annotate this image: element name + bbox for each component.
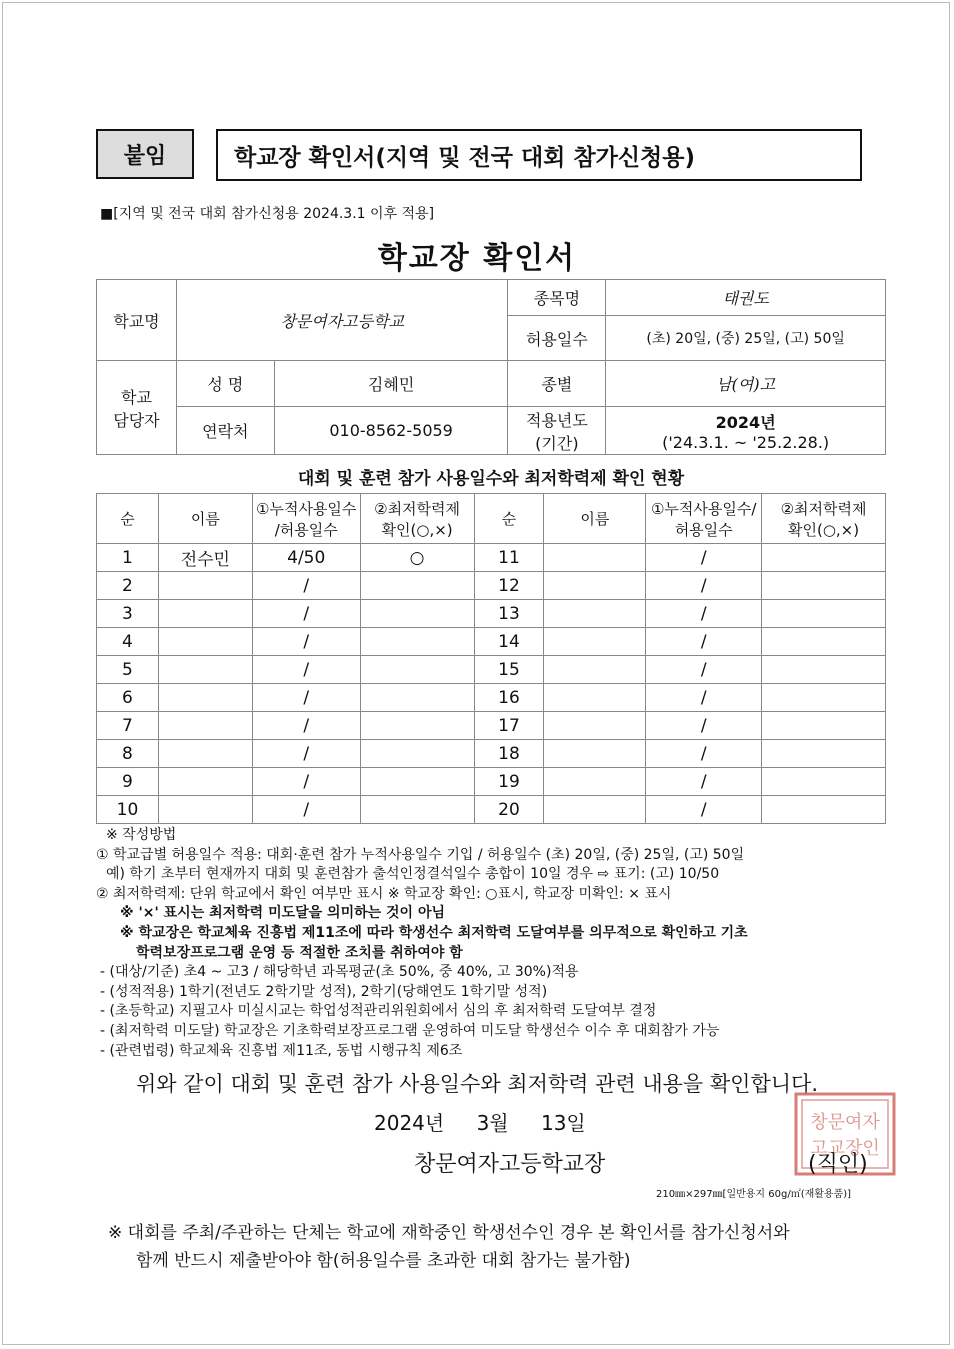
row-no-right: 15 — [474, 656, 544, 684]
row-name — [158, 572, 252, 600]
row-no-right: 13 — [474, 600, 544, 628]
header-days-right-line1: ①누적사용일수/ — [650, 499, 757, 518]
row-acad-right — [762, 628, 886, 656]
gender-label: 종별 — [508, 361, 606, 407]
table-row — [97, 572, 886, 600]
sport-value: 태권도 — [606, 280, 886, 316]
row-days-right: / — [646, 768, 762, 796]
apply-note: ■[지역 및 전국 대회 참가신청용 2024.3.1 이후 적용] — [100, 206, 435, 222]
row-days-right: / — [646, 684, 762, 712]
usage-table — [96, 493, 886, 824]
row-acad-right — [762, 656, 886, 684]
note-line: - (성적적용) 1학기(전년도 2학기말 성적), 2학기(당해연도 1학기말 성적) — [100, 983, 548, 1000]
row-no: 5 — [97, 656, 159, 684]
manager-label-line1: 학교 — [120, 387, 152, 407]
row-no-right: 14 — [474, 628, 544, 656]
info-table — [96, 279, 886, 455]
header-days-right — [646, 494, 762, 544]
name-label: 성 명 — [176, 361, 274, 407]
row-no-right: 11 — [474, 544, 544, 572]
year-value-line: 2024년 — [715, 412, 776, 432]
table-row — [97, 740, 886, 768]
row-days-right: / — [646, 600, 762, 628]
sport-label: 종목명 — [508, 280, 606, 316]
table-row — [97, 768, 886, 796]
row-name — [158, 796, 252, 824]
header-name: 이름 — [158, 494, 252, 544]
allow-label: 허용일수 — [508, 316, 606, 361]
row-days-right: / — [646, 628, 762, 656]
allow-value: (초) 20일, (중) 25일, (고) 50일 — [606, 316, 886, 361]
row-no-right: 19 — [474, 768, 544, 796]
row-name — [158, 768, 252, 796]
table-row — [97, 656, 886, 684]
header-acad-right-line2: 확인(○,×) — [787, 520, 860, 539]
header-days-line2: /허용일수 — [274, 520, 338, 539]
table-row — [97, 628, 886, 656]
row-no: 4 — [97, 628, 159, 656]
table-row — [97, 600, 886, 628]
issue-date: 2024년 3월 13일 — [374, 1111, 586, 1135]
row-acad-right — [762, 796, 886, 824]
header-acad-line1: ②최저학력제 — [374, 499, 461, 518]
row-name — [158, 712, 252, 740]
header-no-right: 순 — [474, 494, 544, 544]
row-name — [158, 600, 252, 628]
attachment-tag: 붙임 — [96, 129, 194, 179]
school-label: 학교명 — [97, 280, 177, 361]
manager-label-line2: 담당자 — [113, 410, 160, 430]
row-no: 1 — [97, 544, 159, 572]
year-label-line2: (기간) — [535, 433, 579, 453]
contact-value: 010-8562-5059 — [274, 407, 508, 455]
row-name-right — [544, 768, 646, 796]
row-name — [158, 740, 252, 768]
row-acad-right — [762, 684, 886, 712]
row-name-right — [544, 796, 646, 824]
principal-name: 창문여자고등학교장 — [414, 1152, 606, 1177]
note-line: - (초등학교) 지필고사 미실시교는 학업성적관리위원회에서 심의 후 최저학력 도달여부 결정 — [100, 1003, 657, 1020]
row-days: / — [252, 600, 360, 628]
name-value: 김혜민 — [274, 361, 508, 407]
header-acad-right — [762, 494, 886, 544]
row-no-right: 12 — [474, 572, 544, 600]
header-days-line1: ①누적사용일수 — [256, 499, 357, 518]
document-heading: 학교장 확인서(지역 및 전국 대회 참가신청용) — [216, 129, 862, 181]
row-no: 3 — [97, 600, 159, 628]
table-row — [97, 712, 886, 740]
header-name-right: 이름 — [544, 494, 646, 544]
note-line: 학력보장프로그램 운영 등 적절한 조치를 취하여야 함 — [136, 944, 463, 961]
note-line: ※ '×' 표시는 최저학력 미도달을 의미하는 것이 아님 — [120, 905, 445, 922]
row-days-right: / — [646, 740, 762, 768]
row-days: / — [252, 768, 360, 796]
manager-label — [97, 361, 177, 455]
table-header-row — [97, 494, 886, 544]
row-no: 10 — [97, 796, 159, 824]
row-no-right: 20 — [474, 796, 544, 824]
row-name-right — [544, 572, 646, 600]
row-acad — [360, 628, 474, 656]
svg-text:창문여자: 창문여자 — [810, 1112, 880, 1133]
row-acad — [360, 684, 474, 712]
row-no: 7 — [97, 712, 159, 740]
note-line: ① 학교급별 허용일수 적용: 대회·훈련 참가 누적사용일수 기입 / 허용일수 (초) 20일, (중) 25일, (고) 50일 — [96, 846, 745, 863]
row-acad-right — [762, 768, 886, 796]
header-acad-right-line1: ②최저학력제 — [780, 499, 867, 518]
row-acad-right — [762, 600, 886, 628]
row-days: / — [252, 656, 360, 684]
row-name-right — [544, 712, 646, 740]
table-row — [97, 684, 886, 712]
year-label — [508, 407, 606, 455]
gender-value: 남(여)고 — [606, 361, 886, 407]
row-no-right: 16 — [474, 684, 544, 712]
row-days-right: / — [646, 656, 762, 684]
seal-label: (직인) — [808, 1152, 868, 1177]
year-value — [606, 407, 886, 455]
page-title: 학교장 확인서 — [377, 241, 577, 276]
footer-line: 함께 반드시 제출받아야 함(허용일수를 초과한 대회 참가는 불가함) — [136, 1251, 631, 1271]
row-days: 4/50 — [252, 544, 360, 572]
period-value: ('24.3.1. ~ '25.2.28.) — [662, 432, 830, 452]
row-no: 6 — [97, 684, 159, 712]
row-days: / — [252, 712, 360, 740]
school-value: 창문여자고등학교 — [176, 280, 508, 361]
row-name — [158, 684, 252, 712]
row-name-right — [544, 600, 646, 628]
row-no: 9 — [97, 768, 159, 796]
notes — [96, 826, 896, 1061]
row-days: / — [252, 628, 360, 656]
footer-note — [108, 1219, 790, 1275]
note-line: ② 최저학력제: 단위 학교에서 확인 여부만 표시 ※ 학교장 확인: ○표시, 학교장 미확인: × 표시 — [96, 885, 672, 902]
footer-line: ※ 대회를 주최/주관하는 단체는 학교에 재학중인 학생선수인 경우 본 확인서를 참가신청서와 — [108, 1223, 790, 1243]
row-acad-right — [762, 740, 886, 768]
note-line: - (최저학력 미도달) 학교장은 기초학력보장프로그램 운영하여 미도달 학생선수 이수 후 대회참가 가능 — [100, 1022, 720, 1039]
row-no-right: 17 — [474, 712, 544, 740]
header-no: 순 — [97, 494, 159, 544]
confirmation-text: 위와 같이 대회 및 훈련 참가 사용일수와 최저학력 관련 내용을 확인합니다. — [135, 1072, 818, 1096]
table-row — [97, 796, 886, 824]
row-name-right — [544, 684, 646, 712]
row-days: / — [252, 796, 360, 824]
table-row — [97, 544, 886, 572]
row-name-right — [544, 628, 646, 656]
row-days: / — [252, 572, 360, 600]
row-days-right: / — [646, 796, 762, 824]
section-title: 대회 및 훈련 참가 사용일수와 최저학력제 확인 현황 — [297, 469, 685, 489]
row-acad — [360, 768, 474, 796]
row-acad-right — [762, 572, 886, 600]
row-days: / — [252, 740, 360, 768]
note-line: ※ 작성방법 — [106, 827, 177, 843]
row-name-right — [544, 544, 646, 572]
row-days-right: / — [646, 572, 762, 600]
header-days-right-line2: 허용일수 — [674, 520, 733, 539]
note-line: - (대상/기준) 초4 ~ 고3 / 해당학년 과목평균(초 50%, 중 40%, 고 30%)적용 — [100, 964, 579, 981]
row-name-right — [544, 740, 646, 768]
row-acad-right — [762, 712, 886, 740]
note-line: - (관련법령) 학교체육 진흥법 제11조, 동법 시행규칙 제6조 — [100, 1042, 463, 1059]
row-no-right: 18 — [474, 740, 544, 768]
row-acad — [360, 600, 474, 628]
row-acad — [360, 656, 474, 684]
row-acad — [360, 712, 474, 740]
header-days — [252, 494, 360, 544]
row-acad — [360, 572, 474, 600]
row-name — [158, 656, 252, 684]
row-acad-right — [762, 544, 886, 572]
row-name-right — [544, 656, 646, 684]
header-acad-line2: 확인(○,×) — [381, 520, 453, 539]
header-acad — [360, 494, 474, 544]
year-label-line1: 적용년도 — [525, 410, 588, 430]
row-name — [158, 628, 252, 656]
row-no: 2 — [97, 572, 159, 600]
row-acad: ○ — [360, 544, 474, 572]
paper-spec: 210㎜×297㎜[일반용지 60g/㎡(재활용품)] — [656, 1189, 852, 1200]
row-acad — [360, 796, 474, 824]
svg-text:고교장인: 고교장인 — [810, 1138, 880, 1159]
row-name: 전수민 — [158, 544, 252, 572]
row-days-right: / — [646, 712, 762, 740]
row-days: / — [252, 684, 360, 712]
note-line: ※ 학교장은 학교체육 진흥법 제11조에 따라 학생선수 최저학력 도달여부를 의무적으로 확인하고 기초 — [120, 924, 748, 941]
contact-label: 연락처 — [176, 407, 274, 455]
row-acad — [360, 740, 474, 768]
note-line: 예) 학기 초부터 현재까지 대회 및 훈련참가 출석인정결석일수 총합이 10일 경우 ⇨ 표기: (고) 10/50 — [106, 866, 720, 883]
row-days-right: / — [646, 544, 762, 572]
row-no: 8 — [97, 740, 159, 768]
